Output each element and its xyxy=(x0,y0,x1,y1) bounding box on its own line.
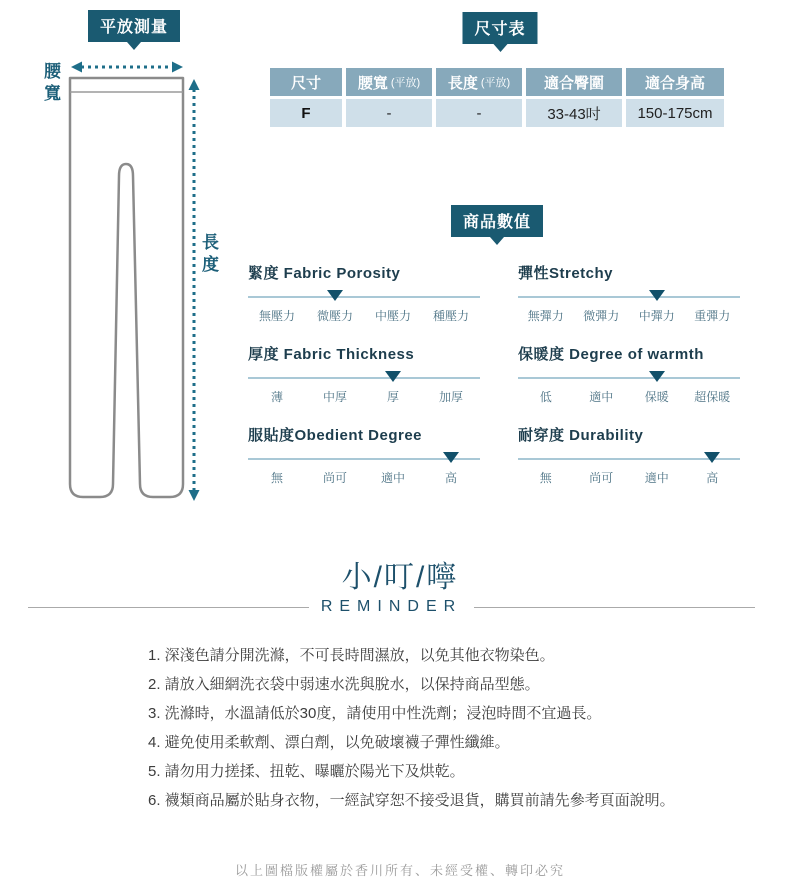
scale-labels xyxy=(248,469,480,486)
care-item: 2. 請放入細網洗衣袋中弱速水洗與脫水，以保持商品型態。 xyxy=(148,676,540,693)
scale-label: 超保暖 xyxy=(694,390,731,404)
size-table-header-waist xyxy=(346,68,432,96)
scale-title: 保暖度 Degree of warmth xyxy=(518,346,704,363)
scale-labels xyxy=(518,307,740,324)
scale-label: 高 xyxy=(706,471,719,485)
care-item: 4. 避免使用柔軟劑、漂白劑，以免破壞襪子彈性纖維。 xyxy=(148,734,510,751)
scale-label: 適中 xyxy=(644,471,669,485)
scale-label: 無 xyxy=(539,471,552,485)
scale-track xyxy=(248,286,480,300)
header-text: 腰寬 xyxy=(357,74,388,92)
scale-label: 無壓力 xyxy=(258,309,295,323)
scale-label: 中彈力 xyxy=(638,309,675,323)
level-marker-icon xyxy=(327,290,343,301)
flat-measure-badge: 平放測量 xyxy=(88,10,180,42)
scale-label: 無 xyxy=(270,471,283,485)
scale-labels xyxy=(518,388,740,405)
scale-label: 無彈力 xyxy=(527,309,564,323)
scale-label: 重彈力 xyxy=(694,309,731,323)
scale-label: 厚 xyxy=(386,390,399,404)
header-text: 適合臀圍 xyxy=(543,74,604,92)
header-text: 尺寸 xyxy=(290,74,321,92)
header-subtext: (平放) xyxy=(480,77,511,89)
scale-labels xyxy=(248,388,480,405)
scale-label: 尚可 xyxy=(589,471,614,485)
length-label: 長度 xyxy=(199,233,218,277)
scale-label: 微彈力 xyxy=(583,309,620,323)
scale-stretchy xyxy=(518,262,740,324)
level-marker-icon xyxy=(704,452,720,463)
scale-label: 種壓力 xyxy=(432,309,469,323)
reminder-subtitle-row xyxy=(28,598,755,616)
size-table-badge: 尺寸表 xyxy=(462,12,537,44)
scale-line xyxy=(248,296,480,298)
size-table-cell-waist: - xyxy=(346,99,432,127)
scale-title: 緊度 Fabric Porosity xyxy=(248,265,401,282)
scale-warmth xyxy=(518,343,740,405)
scale-labels xyxy=(518,469,740,486)
header-text: 適合身高 xyxy=(644,74,705,92)
level-marker-icon xyxy=(443,452,459,463)
tights-diagram xyxy=(40,55,225,520)
scale-labels xyxy=(248,307,480,324)
scale-title: 彈性Stretchy xyxy=(518,265,614,282)
size-table xyxy=(270,68,724,127)
scale-line xyxy=(518,296,740,298)
scale-label: 尚可 xyxy=(322,471,347,485)
scale-label: 低 xyxy=(539,390,552,404)
scale-fabric-porosity xyxy=(248,262,480,324)
level-marker-icon xyxy=(649,290,665,301)
scale-label: 高 xyxy=(444,471,457,485)
scale-track xyxy=(518,286,740,300)
care-item: 3. 洗滌時，水溫請低於30度，請使用中性洗劑；浸泡時間不宜過長。 xyxy=(148,705,602,722)
scale-label: 保暖 xyxy=(644,390,669,404)
scale-durability xyxy=(518,424,740,486)
care-item: 6. 襪類商品屬於貼身衣物，一經試穿恕不接受退貨，購買前請先參考頁面說明。 xyxy=(148,792,675,809)
header-subtext: (平放) xyxy=(390,77,421,89)
waist-width-label: 腰寬 xyxy=(41,62,60,106)
level-marker-icon xyxy=(649,371,665,382)
divider-line xyxy=(474,607,755,608)
divider-line xyxy=(28,607,309,608)
size-table-cell-length: - xyxy=(436,99,522,127)
waist-width-arrow-icon xyxy=(71,62,183,73)
scale-track xyxy=(248,448,480,462)
scale-track xyxy=(518,448,740,462)
size-table-cell-size: F xyxy=(270,99,342,127)
product-value-scales xyxy=(248,262,740,486)
scale-line xyxy=(518,377,740,379)
scale-label: 適中 xyxy=(589,390,614,404)
care-item: 5. 請勿用力搓揉、扭乾、曝曬於陽光下及烘乾。 xyxy=(148,763,465,780)
scale-label: 微壓力 xyxy=(316,309,353,323)
copyright-note: 以上圖檔版權屬於香川所有、未經受權、轉印必究 xyxy=(234,863,565,878)
size-table-header-hip xyxy=(526,68,622,96)
scale-label: 中壓力 xyxy=(374,309,411,323)
care-item: 1. 深淺色請分開洗滌，不可長時間濕放，以免其他衣物染色。 xyxy=(148,647,555,664)
length-arrow-icon xyxy=(189,79,200,501)
scale-label: 中厚 xyxy=(322,390,347,404)
scale-title: 厚度 Fabric Thickness xyxy=(248,346,415,363)
size-table-header-size xyxy=(270,68,342,96)
care-instructions-list xyxy=(148,641,748,815)
scale-label: 薄 xyxy=(270,390,283,404)
scale-fabric-thickness xyxy=(248,343,480,405)
size-table-cell-height: 150-175cm xyxy=(626,99,724,127)
size-table-header-height xyxy=(626,68,724,96)
reminder-subtitle: REMINDER xyxy=(320,598,463,615)
scale-obedient-degree xyxy=(248,424,480,486)
scale-label: 適中 xyxy=(380,471,405,485)
scale-track xyxy=(248,367,480,381)
size-table-header-length xyxy=(436,68,522,96)
scale-track xyxy=(518,367,740,381)
product-values-badge: 商品數值 xyxy=(451,205,543,237)
scale-label: 加厚 xyxy=(438,390,463,404)
scale-line xyxy=(248,377,480,379)
level-marker-icon xyxy=(385,371,401,382)
reminder-title: 小/叮/嚀 xyxy=(341,561,459,594)
size-table-cell-hip: 33-43吋 xyxy=(526,99,622,127)
scale-title: 服貼度Obedient Degree xyxy=(248,427,423,444)
header-text: 長度 xyxy=(447,74,478,92)
tights-outline xyxy=(70,78,183,497)
scale-title: 耐穿度 Durability xyxy=(518,427,644,444)
